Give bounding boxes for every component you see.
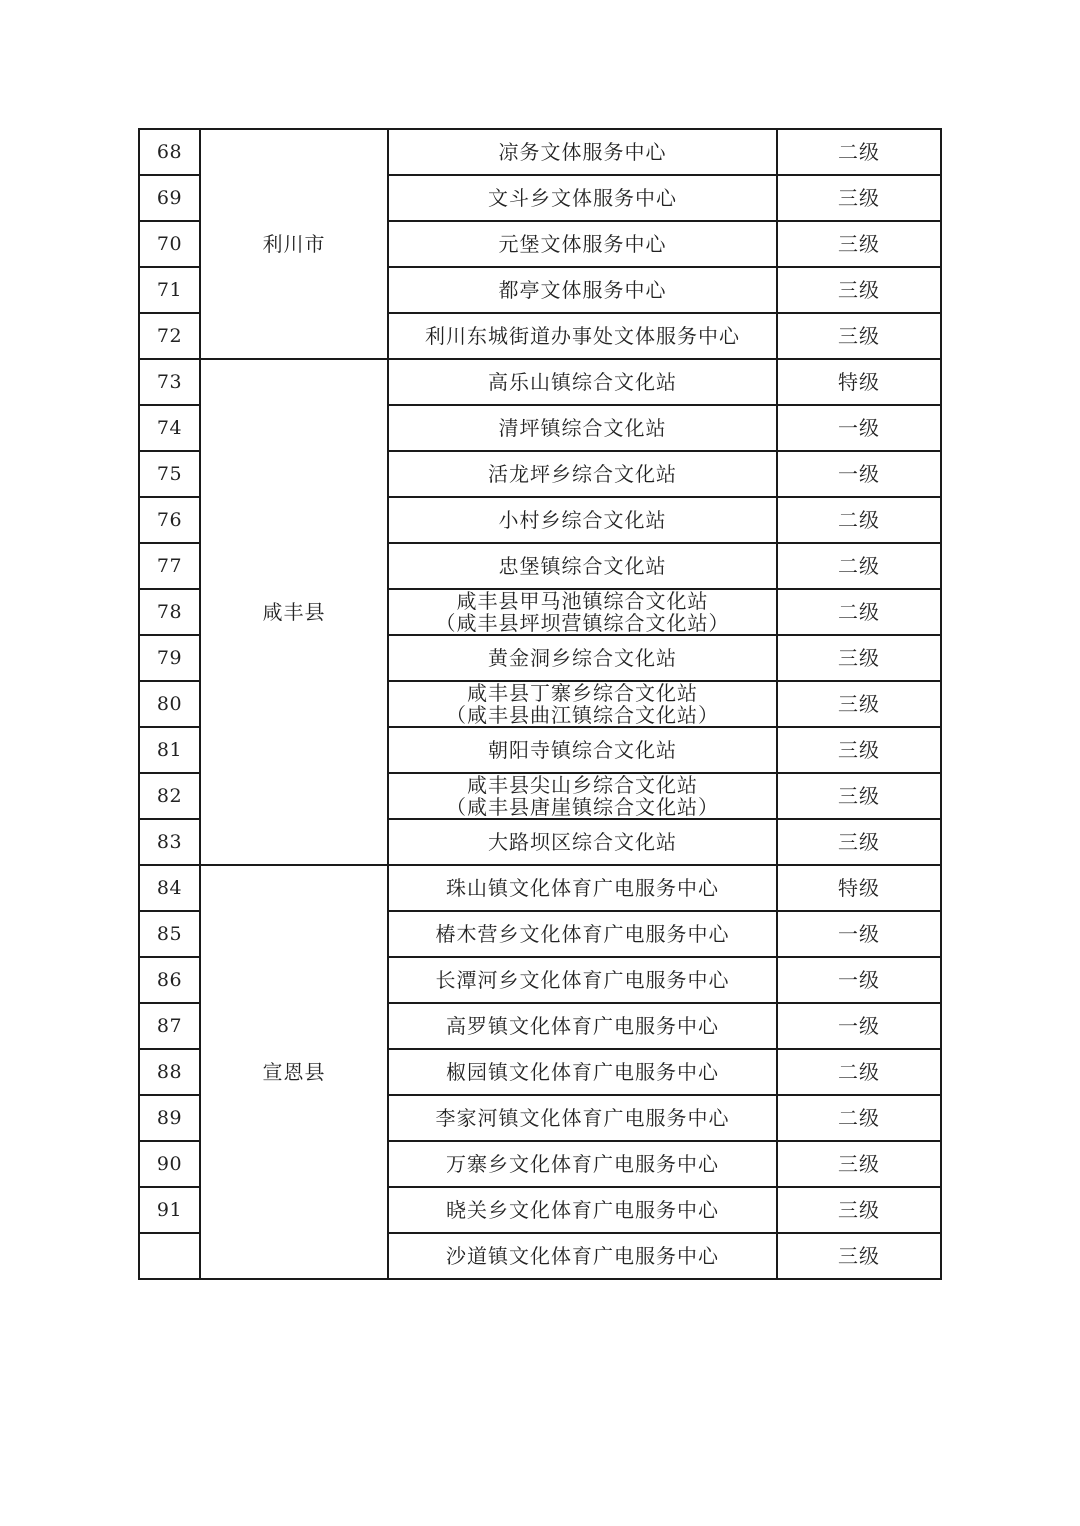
- row-number: 88: [139, 1049, 200, 1095]
- table-row: [139, 129, 941, 175]
- station-level: 二级: [777, 497, 941, 543]
- station-name: [388, 957, 777, 1003]
- station-name-line: 咸丰县尖山乡综合文化站: [467, 773, 698, 797]
- station-name-line: 珠山镇文化体育广电服务中心: [446, 876, 719, 900]
- station-level: 一级: [777, 957, 941, 1003]
- station-level: 三级: [777, 1187, 941, 1233]
- station-name: [388, 543, 777, 589]
- station-level: 三级: [777, 1233, 941, 1279]
- row-number: 91: [139, 1187, 200, 1233]
- station-name-line: 凉务文体服务中心: [498, 140, 667, 164]
- station-name: [388, 635, 777, 681]
- station-level: 二级: [777, 589, 941, 635]
- station-name-line: 元堡文体服务中心: [498, 232, 667, 256]
- station-name-line: 咸丰县丁寨乡综合文化站: [467, 681, 698, 705]
- row-number: 75: [139, 451, 200, 497]
- station-name-line: 忠堡镇综合文化站: [498, 554, 667, 578]
- station-level: 三级: [777, 681, 941, 727]
- row-number: 82: [139, 773, 200, 819]
- station-level: 一级: [777, 911, 941, 957]
- station-name-line: 小村乡综合文化站: [498, 508, 667, 532]
- station-name: [388, 129, 777, 175]
- station-name-line: （咸丰县唐崖镇综合文化站）: [446, 795, 719, 819]
- station-name: [388, 359, 777, 405]
- station-level: 特级: [777, 865, 941, 911]
- row-number: 73: [139, 359, 200, 405]
- station-name-line: 活龙坪乡综合文化站: [488, 462, 677, 486]
- row-number: 74: [139, 405, 200, 451]
- row-number: 72: [139, 313, 200, 359]
- station-level: 三级: [777, 1141, 941, 1187]
- table-row: [139, 865, 941, 911]
- station-name: [388, 1049, 777, 1095]
- station-name-line: 黄金洞乡综合文化站: [488, 646, 677, 670]
- station-name: [388, 1141, 777, 1187]
- station-name: [388, 1187, 777, 1233]
- table-body: [139, 129, 941, 1279]
- station-name-line: 沙道镇文化体育广电服务中心: [446, 1244, 719, 1268]
- station-name-line: 清坪镇综合文化站: [498, 416, 667, 440]
- station-name: [388, 773, 777, 819]
- row-number: 85: [139, 911, 200, 957]
- table-row: [139, 359, 941, 405]
- station-rating-table: [138, 128, 942, 1280]
- row-number: 69: [139, 175, 200, 221]
- station-level: 一级: [777, 451, 941, 497]
- station-name: [388, 819, 777, 865]
- county-name: 咸丰县: [200, 359, 388, 865]
- station-name-line: 李家河镇文化体育广电服务中心: [435, 1106, 730, 1130]
- station-name: [388, 313, 777, 359]
- station-name-line: 长潭河乡文化体育广电服务中心: [435, 968, 730, 992]
- station-level: 二级: [777, 129, 941, 175]
- station-name-line: 都亭文体服务中心: [498, 278, 667, 302]
- row-number: 83: [139, 819, 200, 865]
- station-name: [388, 1003, 777, 1049]
- row-number: 79: [139, 635, 200, 681]
- row-number: 71: [139, 267, 200, 313]
- station-level: 二级: [777, 543, 941, 589]
- station-name-line: 椿木营乡文化体育广电服务中心: [435, 922, 730, 946]
- station-name: [388, 911, 777, 957]
- station-name-line: 大路坝区综合文化站: [488, 830, 677, 854]
- station-name: [388, 451, 777, 497]
- station-level: 三级: [777, 773, 941, 819]
- station-level: 三级: [777, 175, 941, 221]
- station-name: [388, 727, 777, 773]
- station-level: 三级: [777, 635, 941, 681]
- station-name-line: 高罗镇文化体育广电服务中心: [446, 1014, 719, 1038]
- station-name: [388, 405, 777, 451]
- station-level: 二级: [777, 1049, 941, 1095]
- station-name: [388, 267, 777, 313]
- station-name-line: 利川东城街道办事处文体服务中心: [425, 324, 740, 348]
- station-level: 特级: [777, 359, 941, 405]
- station-level: 三级: [777, 313, 941, 359]
- station-name: [388, 175, 777, 221]
- station-level: 一级: [777, 1003, 941, 1049]
- row-number: 78: [139, 589, 200, 635]
- station-level: 三级: [777, 727, 941, 773]
- row-number: 80: [139, 681, 200, 727]
- station-level: 二级: [777, 1095, 941, 1141]
- station-level: 三级: [777, 221, 941, 267]
- station-name: [388, 1095, 777, 1141]
- row-number: 81: [139, 727, 200, 773]
- station-name-line: （咸丰县坪坝营镇综合文化站）: [435, 611, 730, 635]
- station-level: 一级: [777, 405, 941, 451]
- row-number: 77: [139, 543, 200, 589]
- station-name-line: 文斗乡文体服务中心: [488, 186, 677, 210]
- row-number: 90: [139, 1141, 200, 1187]
- row-number: [139, 1233, 200, 1279]
- station-name: [388, 589, 777, 635]
- station-level: 三级: [777, 819, 941, 865]
- station-name: [388, 497, 777, 543]
- row-number: 68: [139, 129, 200, 175]
- county-name: 宣恩县: [200, 865, 388, 1279]
- station-name: [388, 865, 777, 911]
- station-name: [388, 221, 777, 267]
- station-name-line: 椒园镇文化体育广电服务中心: [446, 1060, 719, 1084]
- row-number: 84: [139, 865, 200, 911]
- station-name-line: 朝阳寺镇综合文化站: [488, 738, 677, 762]
- row-number: 89: [139, 1095, 200, 1141]
- station-name-line: 万寨乡文化体育广电服务中心: [446, 1152, 719, 1176]
- station-name-line: 高乐山镇综合文化站: [488, 370, 677, 394]
- station-name-line: 晓关乡文化体育广电服务中心: [446, 1198, 719, 1222]
- station-name-line: （咸丰县曲江镇综合文化站）: [446, 703, 719, 727]
- row-number: 87: [139, 1003, 200, 1049]
- row-number: 70: [139, 221, 200, 267]
- row-number: 76: [139, 497, 200, 543]
- station-name: [388, 1233, 777, 1279]
- county-name: 利川市: [200, 129, 388, 359]
- row-number: 86: [139, 957, 200, 1003]
- station-level: 三级: [777, 267, 941, 313]
- station-name: [388, 681, 777, 727]
- station-name-line: 咸丰县甲马池镇综合文化站: [456, 589, 709, 613]
